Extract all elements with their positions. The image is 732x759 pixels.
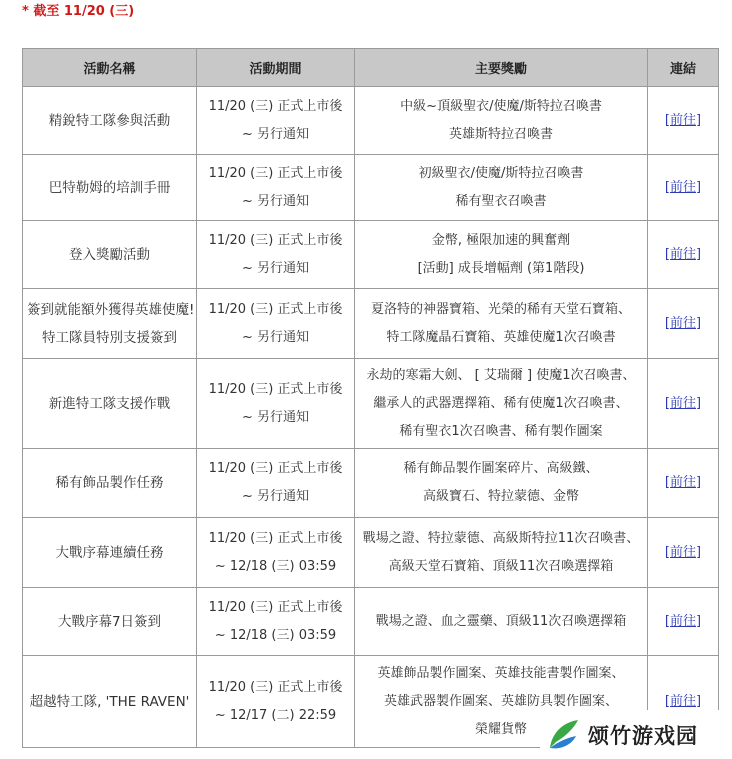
event-name-cell <box>23 289 197 359</box>
event-rewards-cell-line: 中級~頂級聖衣/使魔/斯特拉召喚書 <box>400 98 602 114</box>
table-row <box>23 588 719 656</box>
goto-link[interactable]: [前往] <box>664 475 702 490</box>
event-rewards-cell-line: 英雄飾品製作圖案、英雄技能書製作圖案、 <box>377 665 625 681</box>
event-rewards-cell <box>355 588 648 656</box>
event-name-cell-line: 巴特勒姆的培訓手冊 <box>48 179 171 196</box>
event-name-cell-line: 稀有飾品製作任務 <box>55 475 164 491</box>
watermark-text: 颂竹游戏园 <box>588 724 698 748</box>
event-period-cell-line: 11/20 (三) 正式上市後 <box>208 679 343 695</box>
header-event-name: 活動名稱 <box>23 49 197 87</box>
event-rewards-cell-line: 永劫的寒霜大劍、 [ 艾瑞爾 ] 使魔1次召喚書、 <box>366 367 636 383</box>
event-link-cell <box>648 588 719 656</box>
event-period-cell <box>197 87 355 155</box>
event-rewards-cell <box>355 289 648 359</box>
event-period-cell <box>197 221 355 289</box>
event-name-cell <box>23 588 197 656</box>
table-row <box>23 221 719 289</box>
event-period-cell-line: ~ 另行通知 <box>241 126 310 142</box>
event-rewards-cell-line: 繼承人的武器選擇箱、稀有使魔1次召喚書、 <box>373 395 629 411</box>
event-rewards-cell <box>355 87 648 155</box>
event-rewards-cell <box>355 359 648 449</box>
table-row <box>23 359 719 449</box>
bamboo-leaf-icon <box>546 716 582 752</box>
event-name-cell-line: 登入獎勵活動 <box>69 246 150 263</box>
event-rewards-cell <box>355 155 648 221</box>
event-name-cell <box>23 221 197 289</box>
event-period-cell <box>197 155 355 221</box>
event-period-cell-line: 11/20 (三) 正式上市後 <box>208 301 343 317</box>
event-rewards-cell-line: 高級天堂石寶箱、頂級11次召喚選擇箱 <box>388 558 614 574</box>
table-row <box>23 87 719 155</box>
event-rewards-cell-line: 高級寶石、特拉蒙德、金幣 <box>422 489 579 504</box>
event-name-cell-line: 簽到就能額外獲得英雄使魔! <box>27 301 195 318</box>
event-period-cell-line: 11/20 (三) 正式上市後 <box>208 530 343 546</box>
event-link-cell <box>648 359 719 449</box>
event-name-cell-line: 新進特工隊支援作戰 <box>48 395 171 412</box>
event-name-cell-line: 精銳特工隊參與活動 <box>48 112 171 129</box>
goto-link[interactable]: [前往] <box>664 395 702 411</box>
goto-link[interactable]: [前往] <box>664 613 702 629</box>
event-rewards-cell <box>355 221 648 289</box>
event-period-cell-line: 11/20 (三) 正式上市後 <box>208 165 343 181</box>
event-name-cell <box>23 155 197 221</box>
event-rewards-cell <box>355 449 648 518</box>
event-period-cell-line: ~ 另行通知 <box>241 260 310 276</box>
event-period-cell <box>197 518 355 588</box>
event-rewards-cell-line: 稀有飾品製作圖案碎片、高級鐵、 <box>403 461 599 476</box>
goto-link[interactable]: [前往] <box>664 315 702 331</box>
event-rewards-cell-line: 夏洛特的神器寶箱、光榮的稀有天堂石寶箱、 <box>370 301 631 317</box>
table-row <box>23 289 719 359</box>
event-link-cell <box>648 155 719 221</box>
event-rewards-cell-line: 稀有聖衣召喚書 <box>455 193 547 209</box>
event-period-cell-line: ~ 另行通知 <box>241 193 310 209</box>
goto-link[interactable]: [前往] <box>664 179 702 195</box>
event-name-cell <box>23 518 197 588</box>
event-rewards-cell-line: 戰場之證、特拉蒙德、高級斯特拉11次召喚書、 <box>362 530 640 546</box>
event-period-cell <box>197 588 355 656</box>
event-rewards-cell-line: 金幣, 極限加速的興奮劑 <box>431 232 571 248</box>
event-rewards-cell-line: 戰場之證、血之靈藥、頂級11次召喚選擇箱 <box>375 613 627 629</box>
event-period-cell-line: 11/20 (三) 正式上市後 <box>208 461 343 476</box>
event-rewards-cell-line: 稀有聖衣1次召喚書、稀有製作圖案 <box>399 423 603 439</box>
cutoff-note: * 截至 11/20 (三) <box>22 4 135 19</box>
event-rewards-cell-line: 英雄武器製作圖案、英雄防具製作圖案、 <box>383 693 618 709</box>
event-link-cell <box>648 87 719 155</box>
event-name-cell-line: 大戰序幕連續任務 <box>55 544 164 561</box>
event-period-cell <box>197 656 355 748</box>
event-name-cell-line: 特工隊員特別支援簽到 <box>42 329 177 346</box>
event-period-cell-line: 11/20 (三) 正式上市後 <box>208 98 343 114</box>
event-period-cell-line: 11/20 (三) 正式上市後 <box>208 381 343 397</box>
event-period-cell-line: ~ 12/18 (三) 03:59 <box>214 558 337 574</box>
event-period-cell-line: ~ 另行通知 <box>241 409 310 425</box>
event-rewards-cell-line: 榮耀貨幣 <box>474 721 527 737</box>
table-row <box>23 155 719 221</box>
event-link-cell <box>648 518 719 588</box>
event-period-cell-line: ~ 12/17 (二) 22:59 <box>214 707 337 723</box>
event-name-cell-line: 大戰序幕7日簽到 <box>57 613 162 630</box>
goto-link[interactable]: [前往] <box>664 544 702 560</box>
event-name-cell <box>23 359 197 449</box>
watermark <box>540 710 732 759</box>
header-link: 連結 <box>648 49 719 87</box>
event-period-cell <box>197 359 355 449</box>
event-rewards-cell-line: 特工隊魔晶石寶箱、英雄使魔1次召喚書 <box>386 329 616 345</box>
event-period-cell-line: 11/20 (三) 正式上市後 <box>208 599 343 615</box>
event-rewards-cell-line: 英雄斯特拉召喚書 <box>448 126 553 142</box>
event-period-cell-line: ~ 另行通知 <box>241 329 310 345</box>
event-name-cell <box>23 449 197 518</box>
event-period-cell-line: ~ 12/18 (三) 03:59 <box>214 627 337 643</box>
header-main-rewards: 主要獎勵 <box>355 49 648 87</box>
event-period-cell-line: 11/20 (三) 正式上市後 <box>208 232 343 248</box>
table-row <box>23 449 719 518</box>
event-period-cell <box>197 449 355 518</box>
event-rewards-cell <box>355 518 648 588</box>
event-link-cell <box>648 289 719 359</box>
header-event-period: 活動期間 <box>197 49 355 87</box>
event-link-cell <box>648 449 719 518</box>
event-table <box>22 48 719 748</box>
event-name-cell-line: 超越特工隊, 'THE RAVEN' <box>29 693 190 710</box>
event-rewards-cell-line: 初級聖衣/使魔/斯特拉召喚書 <box>418 165 584 181</box>
event-name-cell <box>23 87 197 155</box>
event-link-cell <box>648 221 719 289</box>
goto-link[interactable]: [前往] <box>664 246 702 262</box>
event-period-cell <box>197 289 355 359</box>
goto-link[interactable]: [前往] <box>664 112 702 128</box>
event-period-cell-line: ~ 另行通知 <box>241 489 310 504</box>
table-header-row <box>23 49 719 87</box>
goto-link[interactable]: [前往] <box>664 693 702 709</box>
event-rewards-cell-line: [活動] 成長增幅劑 (第1階段) <box>417 260 585 276</box>
event-name-cell <box>23 656 197 748</box>
table-row <box>23 518 719 588</box>
